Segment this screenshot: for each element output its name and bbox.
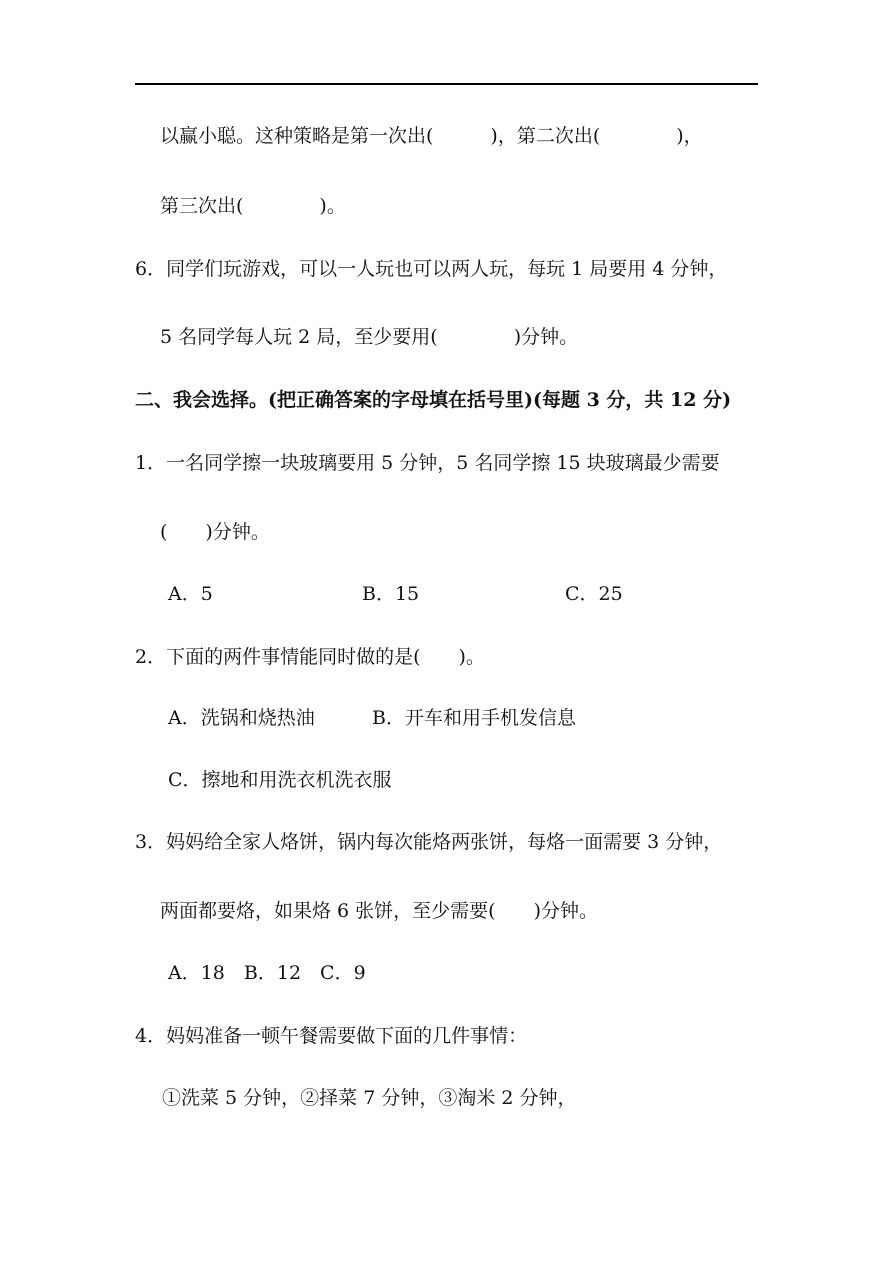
- question-1-option-b: B．15: [362, 583, 420, 605]
- question-2-option-a: A．洗锅和烧热油: [168, 707, 315, 729]
- question-2-option-b: B．开车和用手机发信息: [372, 707, 576, 729]
- question-3-line-1: 3．妈妈给全家人烙饼，锅内每次能烙两张饼，每烙一面需要 3 分钟，: [135, 831, 723, 853]
- question-1-option-a: A．5: [168, 583, 213, 605]
- continuation-line-1: 以赢小聪。这种策略是第一次出( )，第二次出( )，: [160, 125, 703, 147]
- question-3-line-2: 两面都要烙，如果烙 6 张饼，至少需要( )分钟。: [160, 900, 598, 922]
- header-rule: [135, 83, 758, 85]
- continuation-line-2: 第三次出( )。: [160, 195, 346, 217]
- section-2-heading: 二、我会选择。(把正确答案的字母填在括号里)(每题 3 分，共 12 分): [135, 389, 732, 411]
- question-4-tasks: ①洗菜 5 分钟，②择菜 7 分钟，③淘米 2 分钟，: [162, 1087, 577, 1109]
- question-3-options: A．18 B．12 C．9: [168, 962, 366, 984]
- question-2-stem: 2．下面的两件事情能同时做的是( )。: [135, 646, 485, 668]
- question-1-line-2: ( )分钟。: [160, 521, 270, 543]
- question-1-line-1: 1．一名同学擦一块玻璃要用 5 分钟，5 名同学擦 15 块玻璃最少需要: [135, 452, 720, 474]
- question-6-line-1: 6．同学们玩游戏，可以一人玩也可以两人玩，每玩 1 局要用 4 分钟，: [135, 258, 728, 280]
- question-2-option-c: C．擦地和用洗衣机洗衣服: [168, 769, 392, 791]
- question-4-stem: 4．妈妈准备一顿午餐需要做下面的几件事情：: [135, 1025, 528, 1047]
- question-1-option-c: C．25: [565, 583, 623, 605]
- question-6-line-2: 5 名同学每人玩 2 局，至少要用( )分钟。: [160, 326, 579, 348]
